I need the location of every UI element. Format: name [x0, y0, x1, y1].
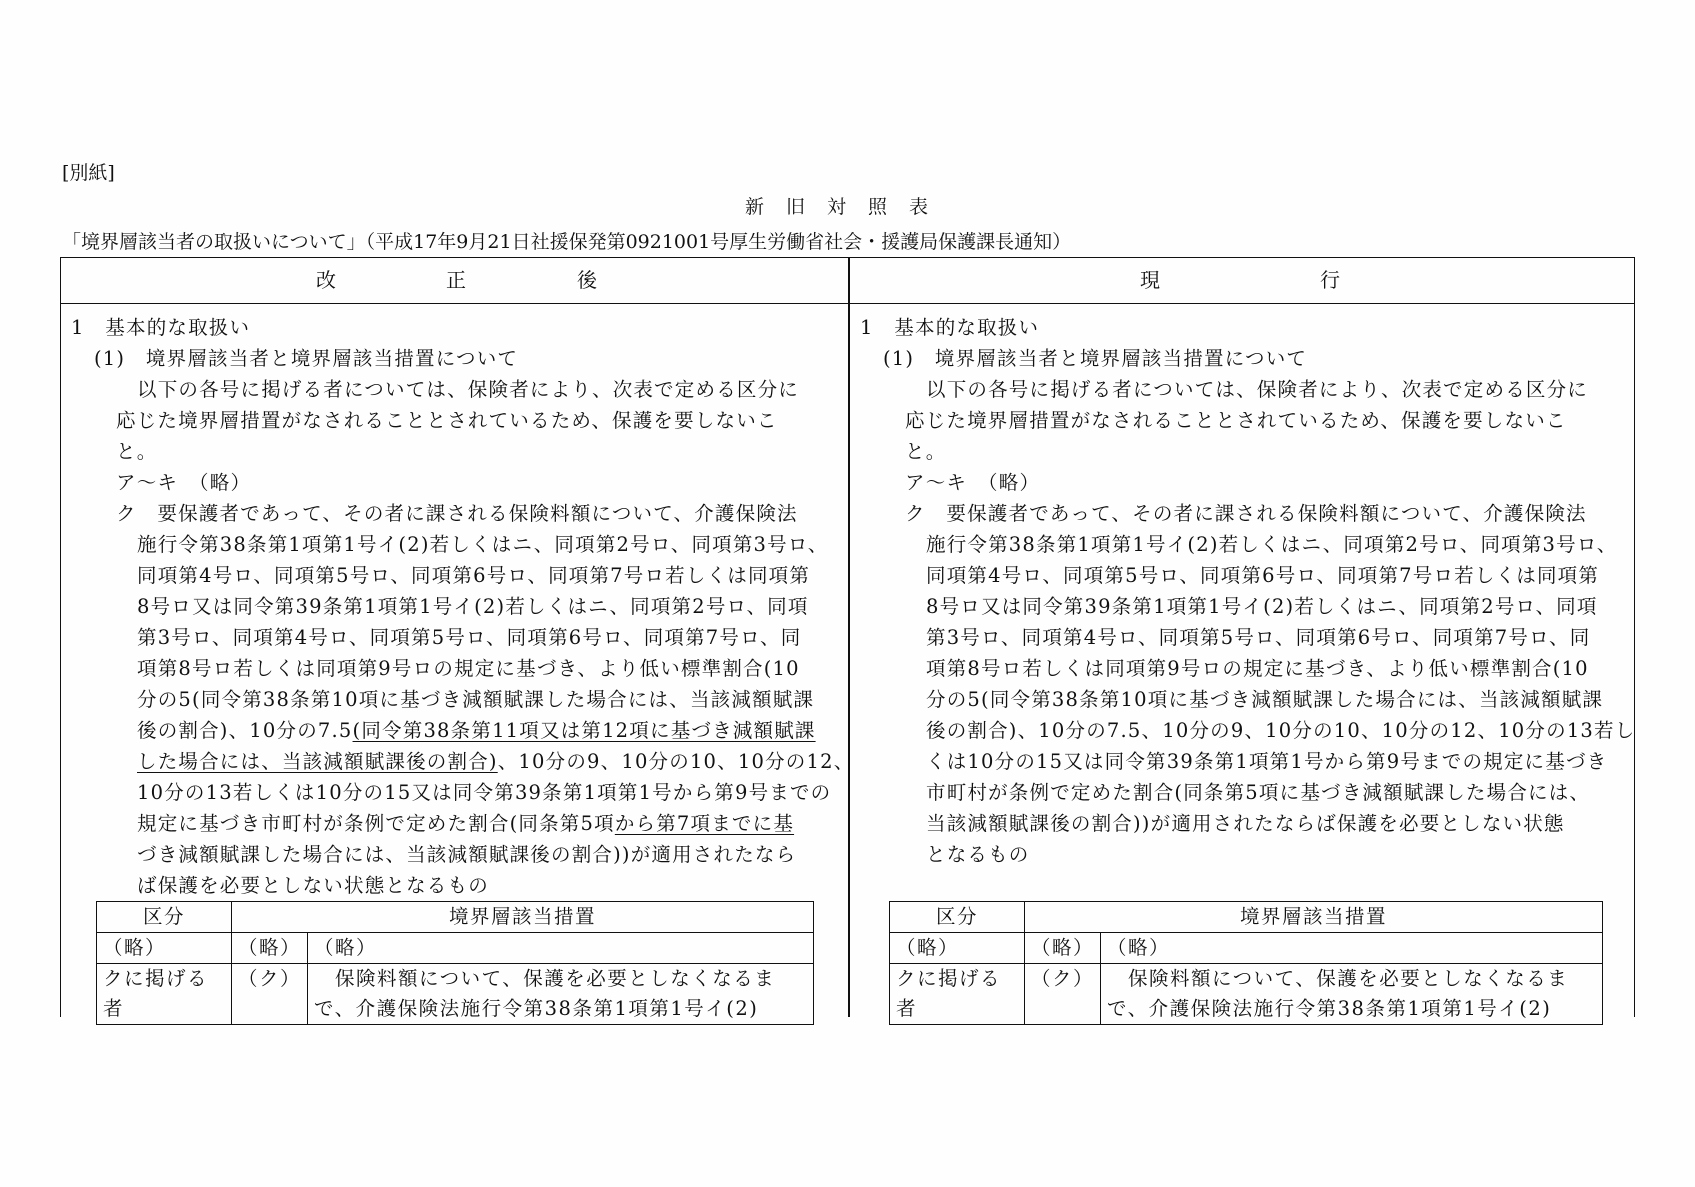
subsection-heading: (1) 境界層該当者と境界層該当措置について	[94, 347, 519, 370]
cell: （ク）	[232, 964, 308, 1025]
section-heading: 1 基本的な取扱い	[71, 316, 251, 339]
cell: （略）	[1025, 933, 1101, 964]
cell	[308, 964, 814, 1025]
header-char: 行	[1320, 268, 1340, 292]
cell: （ク）	[1025, 964, 1101, 1025]
header-char: 現	[1140, 268, 1160, 292]
cell: （略）	[890, 933, 1025, 964]
header-revised	[61, 258, 848, 302]
body-line: 当該減額賦課後の割合))が適用されたならば保護を必要としない状態	[926, 812, 1565, 835]
body-line: 10分の13若しくは10分の15又は同令第39条第1項第1号から第9号までの	[137, 781, 832, 804]
body-line	[137, 808, 794, 836]
item-ku: ク 要保護者であって、その者に課される保険料額について、介護保険法	[905, 502, 1587, 525]
body-line	[137, 715, 816, 743]
body-line: づき減額賦課した場合には、当該減額賦課後の割合))が適用されたなら	[137, 843, 797, 866]
header-char: 正	[446, 268, 466, 292]
document-subtitle: 「境界層該当者の取扱いについて」（平成17年9月21日社援保発第0921001号厚生労働省社会・援護局保護課長通知）	[62, 231, 1072, 253]
cell: （略）	[232, 933, 308, 964]
cell-line: で、介護保険法施行令第38条第1項第1号イ(2)	[1107, 997, 1552, 1020]
body-line: と。	[905, 440, 947, 463]
body-line: 第3号ロ、同項第4号ロ、同項第5号ロ、同項第6号ロ、同項第7号ロ、同	[137, 626, 802, 649]
measures-table	[96, 901, 814, 1025]
header-measures: 境界層該当措置	[232, 902, 814, 933]
revised-column	[61, 304, 855, 1020]
table-row	[890, 964, 1603, 1025]
body-line: 8号ロ又は同令第39条第1項第1号イ(2)若しくはニ、同項第2号ロ、同項	[137, 595, 809, 618]
cell: （略）	[308, 933, 814, 964]
document-title: 新旧対照表	[744, 196, 950, 218]
table-row	[97, 964, 814, 1025]
body-line: 項第8号ロ若しくは同項第9号ロの規定に基づき、より低い標準割合(10	[137, 657, 800, 680]
header-char: 後	[577, 268, 597, 292]
measures-table	[889, 901, 1603, 1025]
cell-line: で、介護保険法施行令第38条第1項第1号イ(2)	[314, 997, 759, 1020]
body-line	[137, 746, 854, 774]
body-line: 施行令第38条第1項第1号イ(2)若しくはニ、同項第2号ロ、同項第3号ロ、	[137, 533, 829, 556]
item-ku: ク 要保護者であって、その者に課される保険料額について、介護保険法	[116, 502, 798, 525]
body-line: 応じた境界層措置がなされることとされているため、保護を要しないこ	[116, 409, 778, 432]
body-line: 後の割合)、10分の7.5、10分の9、10分の10、10分の12、10分の13若し	[926, 719, 1636, 742]
attachment-label: [別紙]	[62, 162, 115, 184]
amended-text: した場合には、当該減額賦課後の割合)	[137, 750, 498, 773]
header-category: 区分	[890, 902, 1025, 933]
current-column	[850, 304, 1634, 1018]
body-line: 項第8号ロ若しくは同項第9号ロの規定に基づき、より低い標準割合(10	[926, 657, 1589, 680]
header-category: 区分	[97, 902, 232, 933]
item-omitted: ア～キ （略）	[116, 471, 252, 494]
table-row	[97, 933, 814, 964]
header-char: 改	[316, 268, 336, 292]
body-line: ば保護を必要としない状態となるもの	[137, 874, 489, 897]
body-line: 8号ロ又は同令第39条第1項第1号イ(2)若しくはニ、同項第2号ロ、同項	[926, 595, 1598, 618]
text-plain: 、10分の9、10分の10、10分の12、	[497, 750, 855, 773]
text-plain: 規定に基づき市町村が条例で定めた割合(同条第5項	[137, 812, 615, 835]
body-line: 応じた境界層措置がなされることとされているため、保護を要しないこ	[905, 409, 1567, 432]
body-line: と。	[116, 440, 158, 463]
body-line: 施行令第38条第1項第1号イ(2)若しくはニ、同項第2号ロ、同項第3号ロ、	[926, 533, 1618, 556]
cell	[97, 964, 232, 1025]
cell-line: 保険料額について、保護を必要としなくなるま	[1107, 967, 1569, 990]
cell	[890, 964, 1025, 1025]
body-line: 同項第4号ロ、同項第5号ロ、同項第6号ロ、同項第7号ロ若しくは同項第	[926, 564, 1600, 587]
cell-line: クに掲げる	[896, 967, 1002, 990]
item-omitted: ア～キ （略）	[905, 471, 1041, 494]
body-line: 分の5(同令第38条第10項に基づき減額賦課した場合には、当該減額賦課	[137, 688, 815, 711]
cell-line: 者	[103, 997, 125, 1020]
body-line: くは10分の15又は同令第39条第1項第1号から第9号までの規定に基づき	[926, 750, 1608, 773]
body-line: 第3号ロ、同項第4号ロ、同項第5号ロ、同項第6号ロ、同項第7号ロ、同	[926, 626, 1591, 649]
cell-line: 者	[896, 997, 918, 1020]
cell	[1101, 964, 1603, 1025]
cell-line: クに掲げる	[103, 967, 209, 990]
cell-line: 保険料額について、保護を必要としなくなるま	[314, 967, 776, 990]
header-measures: 境界層該当措置	[1025, 902, 1603, 933]
header-current	[850, 258, 1636, 302]
body-line: となるもの	[926, 843, 1030, 866]
table-row	[890, 933, 1603, 964]
amended-text: (同令第38条第11項又は第12項に基づき減額賦課	[352, 719, 816, 742]
body-line: 分の5(同令第38条第10項に基づき減額賦課した場合には、当該減額賦課	[926, 688, 1604, 711]
body-line: 以下の各号に掲げる者については、保険者により、次表で定める区分に	[137, 378, 800, 401]
subsection-heading: (1) 境界層該当者と境界層該当措置について	[883, 347, 1308, 370]
comparison-table	[60, 257, 1636, 1020]
text-plain: 後の割合)、10分の7.5	[137, 719, 353, 742]
table-header-row	[890, 902, 1603, 933]
table-header-row	[97, 902, 814, 933]
amended-text: から第7項までに基	[614, 812, 795, 835]
body-line: 同項第4号ロ、同項第5号ロ、同項第6号ロ、同項第7号ロ若しくは同項第	[137, 564, 811, 587]
cell: （略）	[1101, 933, 1603, 964]
cell: （略）	[97, 933, 232, 964]
body-line: 市町村が条例で定めた割合(同条第5項に基づき減額賦課した場合には、	[926, 781, 1591, 804]
section-heading: 1 基本的な取扱い	[860, 316, 1040, 339]
body-line: 以下の各号に掲げる者については、保険者により、次表で定める区分に	[926, 378, 1589, 401]
table-header-row	[61, 258, 1634, 304]
